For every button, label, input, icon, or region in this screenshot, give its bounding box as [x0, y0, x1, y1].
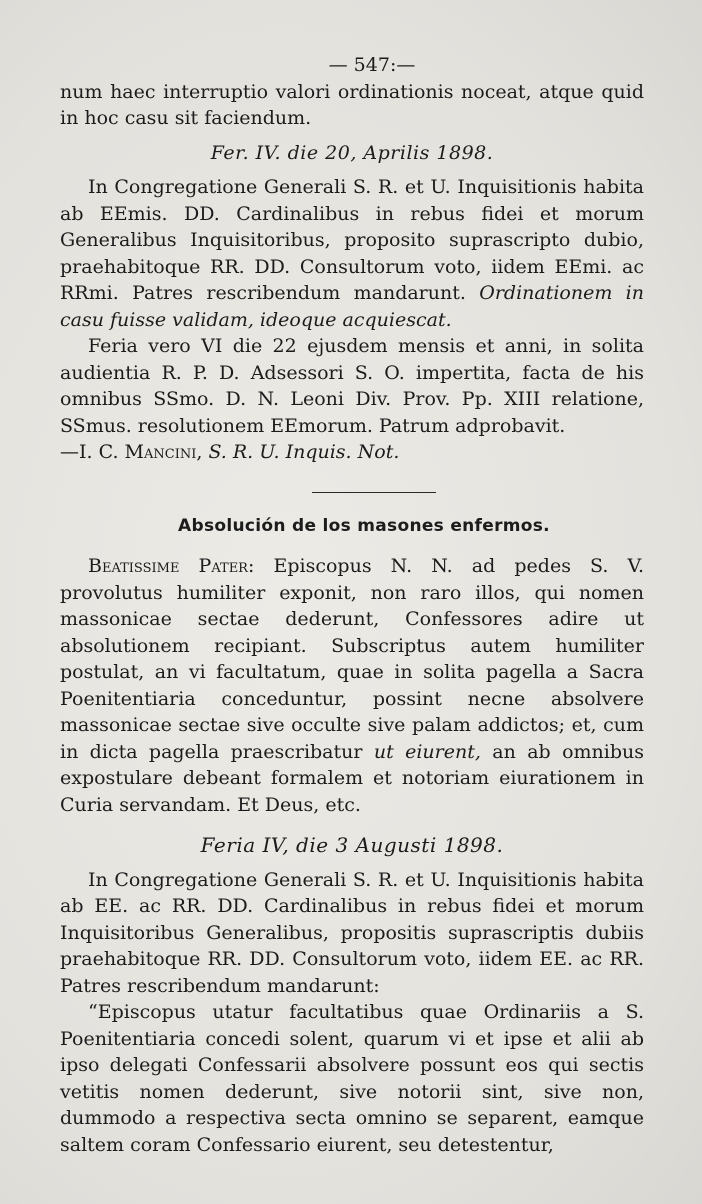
signature-title: S. R. U. Inquis. Not. [208, 441, 400, 463]
petition-italic: ut eiurent, [373, 740, 481, 763]
section-heading: Absolución de los masones enfermos. [178, 515, 550, 536]
petition-start: Episcopus N. N. ad pedes S. V. provolutus humiliter exponit, non raro illos, qui nomen massonicae sectae dederunt, Confessores adire ut absolutionem recipiant. Subscriptus autem humiliter postulat, an vi facultatum, quae in solita pagella a Sacra Poenitentiaria conceduntur, possint necne absolvere massonicae sectae sive occulte sive palam addictos; et, cum in dicta pagella praescribatur [60, 555, 644, 763]
feria-text: Feria vero VI die 22 ejusdem mensis et anni, in solita audientia R. P. D. Adsessori S. O. impertita, facta de his omnibus SSmo. D. N. Leoni Div. Prov. Pp. XIII relatione, SSmus. resolutionem EEmorum. Patrum adprobavit. [60, 335, 644, 437]
continuation-paragraph: num haec interruptio valori ordinationis noceat, atque quid in hoc casu sit faciendum. [60, 80, 644, 129]
decision-text: Ordinationem in casu fuisse validam, ideoque acquiescat. [60, 282, 644, 331]
date-line-april: Fer. IV. die 20, Aprilis 1898. [210, 141, 494, 164]
petition-end: an ab omnibus expostulare debeant formalem et notoriam eiurationem in Curia servandam. Et Deus, etc. [60, 740, 644, 816]
page-number: — 547:— [328, 54, 416, 76]
signature-name: Mancini, [124, 441, 203, 463]
response-paragraph: “Episcopus utatur facultatibus quae Ordinariis a S. Poenitentiaria concedi solent, quarum vi et ipse et alii ab ipso delegati Confessarii absolvere possunt eos qui sectis vetitis nomen dederunt, sive notorii sint, sive non, dummodo a respectiva secta omnino se separent, eamque saltem coram Confessario eiurent, seu detestentur, [60, 1001, 644, 1156]
decree-paragraph-1 [60, 174, 644, 333]
section-divider [312, 492, 436, 493]
decree-text-1: In Congregatione Generali S. R. et U. Inquisitionis habita ab EEmis. DD. Cardinalibus in rebus fidei et morum Generalibus Inquisitoribus, proposito suprascripto dubio, praehabitoque RR. DD. Consultorum voto, iidem EEmi. ac RRmi. Patres rescribendum mandarunt. [60, 176, 644, 304]
petition-paragraph [60, 553, 644, 818]
signature-prefix: —I. C. [60, 441, 119, 463]
page-content [60, 52, 644, 1158]
feria-paragraph [60, 333, 644, 466]
date-line-august: Feria IV, die 3 Augusti 1898. [200, 833, 504, 857]
salutation: Beatissime Pater: [88, 555, 255, 577]
decree-paragraph-2: In Congregatione Generali S. R. et U. Inquisitionis habita ab EE. ac RR. DD. Cardinalibus in rebus fidei et morum Inquisitoribus Generalibus, propositis suprascriptis dubiis praehabitoque RR. DD. Consultorum voto, iidem EE. ac RR. Patres rescribendum mandarunt: [60, 868, 644, 997]
